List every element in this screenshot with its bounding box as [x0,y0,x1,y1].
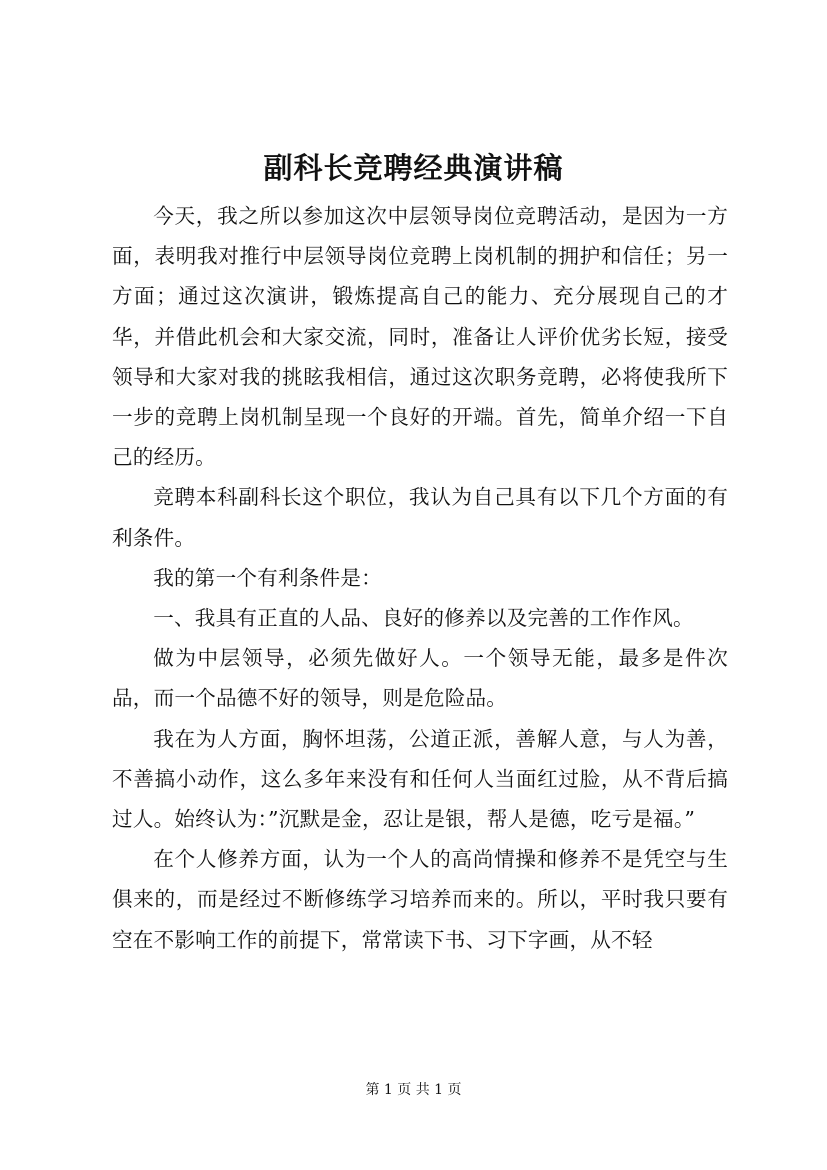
paragraph-first-advantage: 一、我具有正直的人品、良好的修养以及完善的工作作风。 [153,606,694,631]
paragraph-leadership: 做为中层领导，必须先做好人。一个领导无能，最多是件次品，而一个品德不好的领导，则是危险品。 [112,646,728,711]
paragraph-self-cultivation: 在个人修养方面，认为一个人的高尚情操和修养不是凭空与生俱来的，而是经过不断修练学习培养而来的。所以，平时我只要有空在不影响工作的前提下，常常读下书、习下字画，从不轻 [112,847,728,952]
paragraph-intro: 今天，我之所以参加这次中层领导岗位竞聘活动，是因为一方面，表明我对推行中层领导岗位竞聘上岗机制的拥护和信任；另一方面；通过这次演讲，锻炼提高自己的能力、充分展现自己的才华，并借此机会和大家交流，同时，准备让人评价优劣长短，接受领导和大家对我的挑眩我相信，通过这次职务竞聘，必将使我所下一步的竞聘上岗机制呈现一个良好的开端。首先，简单介绍一下自己的经历。 [112,204,728,470]
paragraph-position: 竞聘本科副科长这个职位，我认为自己具有以下几个方面的有利条件。 [112,485,728,550]
document-body [112,196,728,960]
paragraph-character: 我在为人方面，胸怀坦荡，公道正派，善解人意，与人为善，不善搞小动作，这么多年来没有和任何人当面红过脸，从不背后搞过人。始终认为：”沉默是金，忍让是银，帮人是德，吃亏是福。” [112,726,728,832]
document-title: 副科长竞聘经典演讲稿 [263,151,564,185]
page-footer: 第 1 页 共 1 页 [365,1082,462,1098]
paragraph-first-advantage-intro: 我的第一个有利条件是： [153,565,382,590]
